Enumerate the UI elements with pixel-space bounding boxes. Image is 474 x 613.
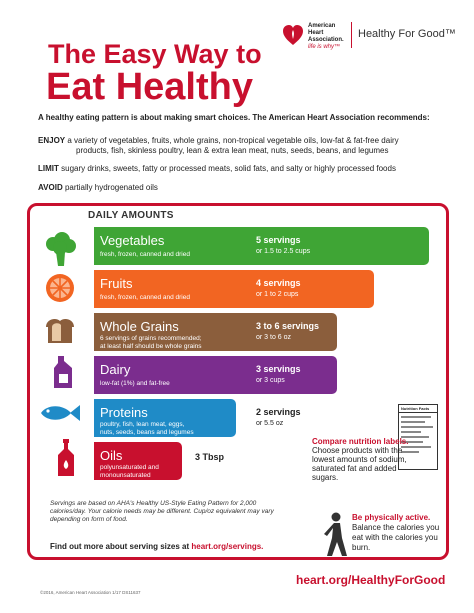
page-title-line2: Eat Healthy (46, 66, 253, 108)
daily-amounts-title: DAILY AMOUNTS (88, 210, 174, 221)
food-group-desc (100, 294, 190, 302)
food-group-desc (100, 421, 194, 437)
bar-proteins (94, 399, 301, 437)
food-group-desc-line1: poultry, fish, lean meat, eggs, (100, 421, 185, 428)
compare-labels-tip (312, 437, 412, 482)
food-group-desc-line2: monounsaturated (100, 472, 151, 479)
compare-text: Choose products with the lowest amounts of sodium, saturated fat and added sugars. (312, 446, 407, 482)
limit-recommendation (38, 164, 458, 174)
servings-footnote: Servings are based on AHA's Healthy US-Style Eating Pattern for 2,000 calories/day. Your calorie needs may be different. Cup/oz equivalent may vary depending on form of food. (50, 500, 274, 523)
limit-text: sugary drinks, sweets, fatty or processed meats, solid fats, and salty or highly processed foods (61, 164, 396, 173)
bar-oils (94, 442, 182, 480)
food-group-desc-line1: polyunsaturated and (100, 464, 159, 471)
enjoy-recommendation (38, 136, 438, 156)
food-group-desc-line1: 6 servings of grains recommended; (100, 335, 202, 342)
bar-vegetables (94, 227, 429, 265)
logo-divider (351, 22, 352, 48)
active-text: Balance the calories you eat with the calories you burn. (352, 523, 440, 552)
food-group-name: Fruits (100, 276, 133, 291)
serving-alt: or 3 to 6 oz (256, 334, 292, 341)
healthy-for-good-url[interactable]: heart.org/HealthyForGood (296, 573, 446, 587)
serving-alt: or 3 cups (256, 377, 285, 384)
avoid-text: partially hydrogenated oils (64, 183, 158, 192)
bar-whole-grains (94, 313, 337, 351)
serving-amount: 2 servings (256, 407, 301, 417)
food-group-desc (100, 464, 159, 480)
enjoy-label: ENJOY (38, 136, 66, 145)
milk-jug-icon (52, 354, 74, 390)
oil-bottle-icon (56, 438, 76, 478)
serving-alt: or 5.5 oz (256, 420, 284, 427)
nutrition-facts-title: Nutrition Facts (399, 405, 437, 413)
enjoy-text: a variety of vegetables, fruits, whole grains, non-tropical vegetable oils, low-fat & fat-free dairy (67, 136, 399, 145)
bar-dairy (94, 356, 337, 394)
serving-amount: 4 servings (256, 278, 301, 288)
page-title-line1: The Easy Way to (48, 39, 262, 69)
fish-icon (37, 402, 81, 424)
servings-link[interactable]: heart.org/servings. (191, 542, 264, 551)
find-out-text: Find out more about serving sizes at (50, 542, 190, 551)
enjoy-text-cont: products, fish, skinless poultry, lean & extra lean meat, nuts, seeds, beans, and legumes (76, 146, 389, 155)
serving-alt: or 1.5 to 2.5 cups (256, 248, 311, 255)
avoid-label: AVOID (38, 183, 63, 192)
serving-amount: 3 to 6 servings (256, 321, 320, 331)
heart-torch-icon (283, 24, 303, 46)
oils-amount: 3 Tbsp (195, 452, 225, 462)
active-headline: Be physically active. (352, 513, 431, 522)
walking-person-icon (318, 512, 352, 558)
serving-amount: 3 servings (256, 364, 301, 374)
avoid-recommendation (38, 183, 458, 193)
food-group-name: Oils (100, 448, 123, 463)
food-group-desc-line2: at least half should be whole grains (100, 343, 202, 350)
food-group-desc-line2: nuts, seeds, beans and legumes (100, 429, 194, 436)
serving-alt: or 1 to 2 cups (256, 291, 299, 298)
bread-icon (42, 315, 78, 345)
food-group-name: Dairy (100, 362, 131, 377)
bar-fruits (94, 270, 374, 308)
compare-headline: Compare nutrition labels. (312, 437, 409, 446)
food-group-desc-line1: low-fat (1%) and fat-free (100, 380, 170, 387)
food-group-desc (100, 335, 202, 351)
find-out-more (50, 542, 263, 551)
food-group-desc-line1: fresh, frozen, canned and dried (100, 294, 190, 301)
orange-slice-icon (44, 272, 76, 304)
intro-text: A healthy eating pattern is about making smart choices. The American Heart Association recommends: (38, 113, 430, 122)
food-group-desc (100, 380, 170, 388)
food-group-name: Proteins (100, 405, 148, 420)
limit-label: LIMIT (38, 164, 59, 173)
food-group-desc-line1: fresh, frozen, canned and dried (100, 251, 190, 258)
physical-activity-tip (352, 513, 452, 553)
aha-logo (283, 22, 458, 54)
aha-wordmark: American Heart Association. life is why™ (308, 23, 344, 50)
food-group-name: Whole Grains (100, 319, 179, 334)
copyright-notice: ©2016, American Heart Association 1/17 DS11637 (40, 590, 141, 595)
broccoli-icon (42, 232, 78, 268)
food-group-name: Vegetables (100, 233, 165, 248)
food-group-desc (100, 251, 190, 259)
serving-amount: 5 servings (256, 235, 301, 245)
healthy-for-good-brand: Healthy For Good™ (358, 28, 456, 40)
